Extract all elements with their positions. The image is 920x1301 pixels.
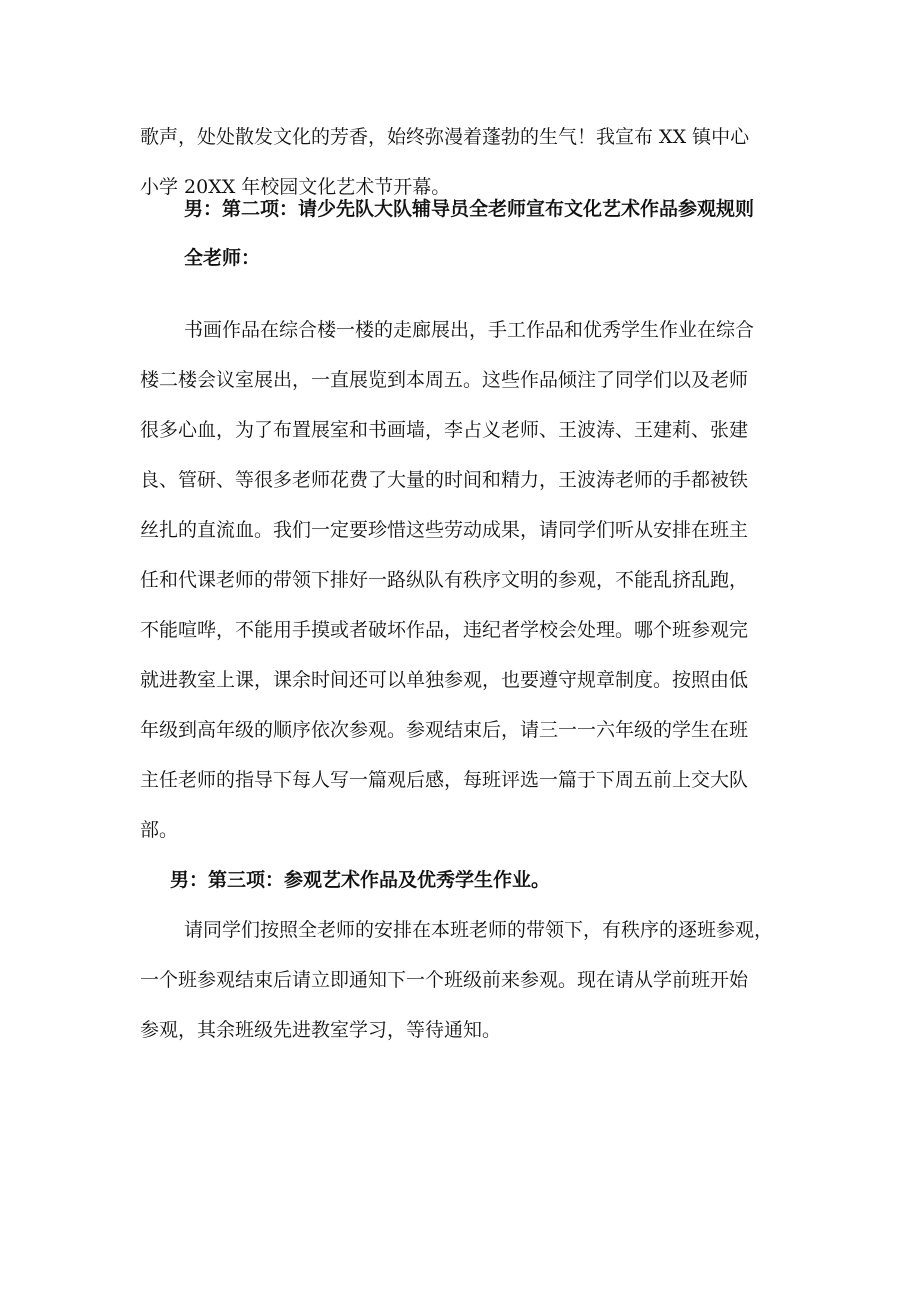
text-line: 一个班参观结束后请立即通知下一个班级前来参观。现在请从学前班开始 [140,969,749,991]
text-line: 任和代课老师的带领下排好一路纵队有秩序文明的参观，不能乱挤乱跑， [140,569,749,591]
speaker-label: 全老师： [184,247,261,269]
text-line: 楼二楼会议室展出，一直展览到本周五。这些作品倾注了同学们以及老师 [140,369,749,391]
text-line: 就进教室上课，课余时间还可以单独参观，也要遵守规章制度。按照由低 [140,669,749,691]
text-line: 歌声，处处散发文化的芳香，始终弥漫着蓬勃的生气！我宣布 XX 镇中心 [140,126,750,148]
text-line: 年级到高年级的顺序依次参观。参观结束后，请三一一六年级的学生在班 [140,719,749,741]
text-line: 请同学们按照全老师的安排在本班老师的带领下，有秩序的逐班参观， [184,919,774,941]
text-line: 参观，其余班级先进教室学习，等待通知。 [140,1019,502,1041]
text-line: 主任老师的指导下每人写一篇观后感，每班评选一篇于下周五前上交大队 [140,769,749,791]
text-line: 不能喧哗，不能用手摸或者破坏作品，违纪者学校会处理。哪个班参观完 [140,619,749,641]
text-line: 很多心血，为了布置展室和书画墙，李占义老师、王波涛、王建莉、张建 [140,419,749,441]
section-heading: 男：第三项：参观艺术作品及优秀学生作业。 [170,869,551,891]
text-line: 良、管研、等很多老师花费了大量的时间和精力，王波涛老师的手都被铁 [140,469,749,491]
text-line: 部。 [140,819,179,841]
text-line: 丝扎的直流血。我们一定要珍惜这些劳动成果，请同学们听从安排在班主 [140,519,749,541]
text-line: 书画作品在综合楼一楼的走廊展出，手工作品和优秀学生作业在综合 [184,319,755,341]
text-line: 小学 20XX 年校园文化艺术节开幕。 [140,176,451,198]
section-heading: 男：第二项：请少先队大队辅导员全老师宣布文化艺术作品参观规则 [184,198,755,220]
